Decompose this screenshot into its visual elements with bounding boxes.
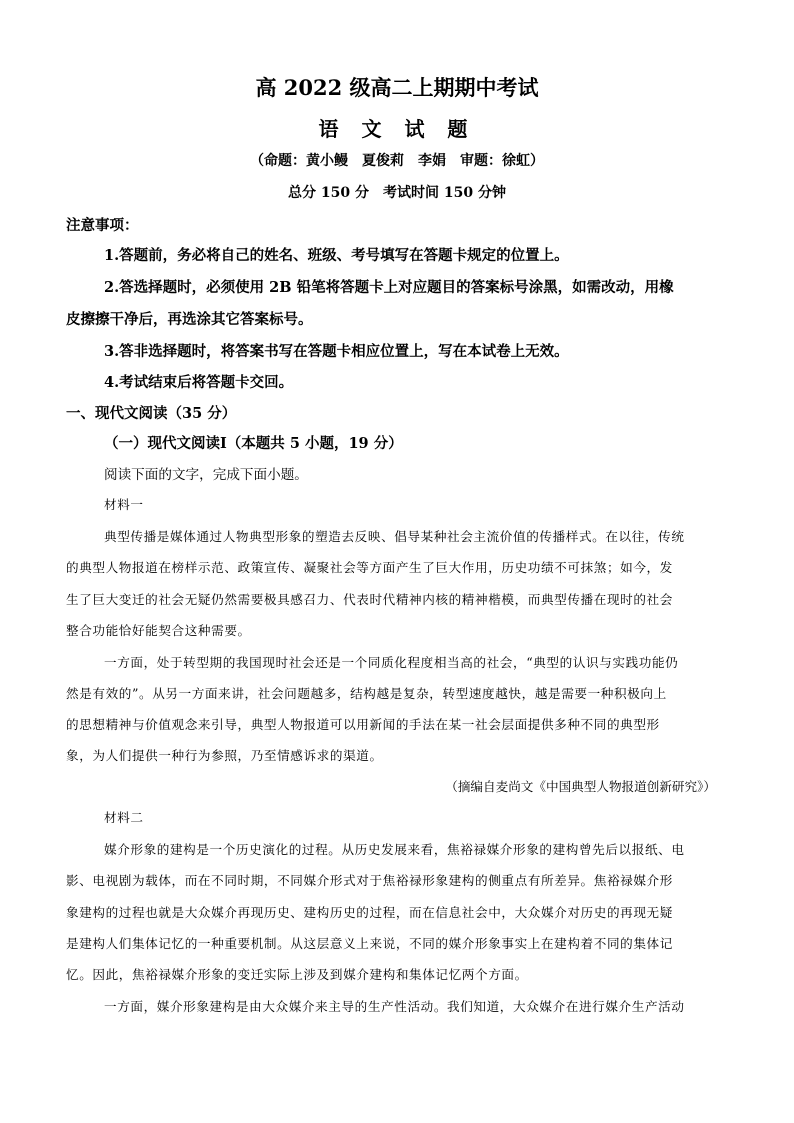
material-1-source: （摘编自麦尚文《中国典型人物报道创新研究》） (445, 779, 716, 794)
notice-heading: 注意事项： (66, 217, 139, 234)
notice-item-3: 3.答非选择题时，将答案书写在答题卡相应位置上，写在本试卷上无效。 (104, 343, 569, 360)
score-time-line: 总分 150 分 考试时间 150 分钟 (288, 185, 506, 201)
authors-line: （命题：黄小鳗 夏俊莉 李娟 审题：徐虹） (250, 153, 544, 169)
material-1-text: 然是有效的”。从另一方面来讲，社会问题越多，结构越是复杂，转型速度越快，越是需要一种积极向上 (66, 686, 667, 701)
notice-item-2-line-1: 2.答选择题时，必须使用 2B 铅笔将答题卡上对应题目的答案标号涂黑，如需改动，用橡 (104, 279, 674, 296)
reading-instruction: 阅读下面的文字，完成下面小题。 (104, 467, 308, 483)
section-heading: 一、现代文阅读（35 分） (66, 405, 237, 422)
material-1-text: 象，为人们提供一种行为参照，乃至情感诉求的渠道。 (66, 748, 383, 763)
material-1-text: 整合功能恰好能契合这种需要。 (66, 623, 251, 638)
material-1-text: 一方面，处于转型期的我国现时社会还是一个同质化程度相当高的社会，“典型的认识与实践功能仍 (104, 655, 679, 670)
sub-section-heading: （一）现代文阅读Ⅰ（本题共 5 小题，19 分） (104, 435, 403, 452)
exam-title: 高 2022 级高二上期期中考试 (255, 75, 539, 100)
notice-item-1: 1.答题前，务必将自己的姓名、班级、考号填写在答题卡规定的位置上。 (104, 247, 569, 264)
material-2-text: 一方面，媒介形象建构是由大众媒介来主导的生产性活动。我们知道，大众媒介在进行媒介生产活动 (104, 999, 685, 1014)
material-2-text: 媒介形象的建构是一个历史演化的过程。从历史发展来看，焦裕禄媒介形象的建构曾先后以报纸、电 (104, 842, 685, 857)
material-2-text: 影、电视剧为载体，而在不同时期，不同媒介形式对于焦裕禄形象建构的侧重点有所差异。焦裕禄媒介形 (66, 873, 673, 888)
material-2-text: 是建构人们集体记忆的一种重要机制。从这层意义上来说，不同的媒介形象事实上在建构着不同的集体记 (66, 936, 673, 951)
notice-item-2-line-2: 皮擦擦干净后，再选涂其它答案标号。 (66, 311, 313, 328)
material-1-text: 典型传播是媒体通过人物典型形象的塑造去反映、倡导某种社会主流价值的传播样式。在以往，传统 (104, 529, 685, 544)
material-2-text: 忆。因此，焦裕禄媒介形象的变迁实际上涉及到媒介建构和集体记忆两个方面。 (66, 967, 528, 982)
material-1-text: 的思想精神与价值观念来引导，典型人物报道可以用新闻的手法在某一社会层面提供多种不同的典型形 (66, 717, 660, 732)
material-1-label: 材料一 (104, 497, 144, 512)
notice-item-4: 4.考试结束后将答题卡交回。 (104, 374, 294, 391)
material-2-label: 材料二 (104, 810, 144, 825)
material-1-text: 生了巨大变迁的社会无疑仍然需要极具感召力、代表时代精神内核的精神楷模，而典型传播在现时的社会 (66, 592, 673, 607)
material-1-text: 的典型人物报道在榜样示范、政策宣传、凝聚社会等方面产生了巨大作用，历史功绩不可抹煞；如今，发 (66, 560, 673, 575)
subject-title: 语 文 试 题 (318, 117, 476, 141)
material-2-text: 象建构的过程也就是大众媒介再现历史、建构历史的过程，而在信息社会中，大众媒介对历史的再现无疑 (66, 905, 673, 920)
